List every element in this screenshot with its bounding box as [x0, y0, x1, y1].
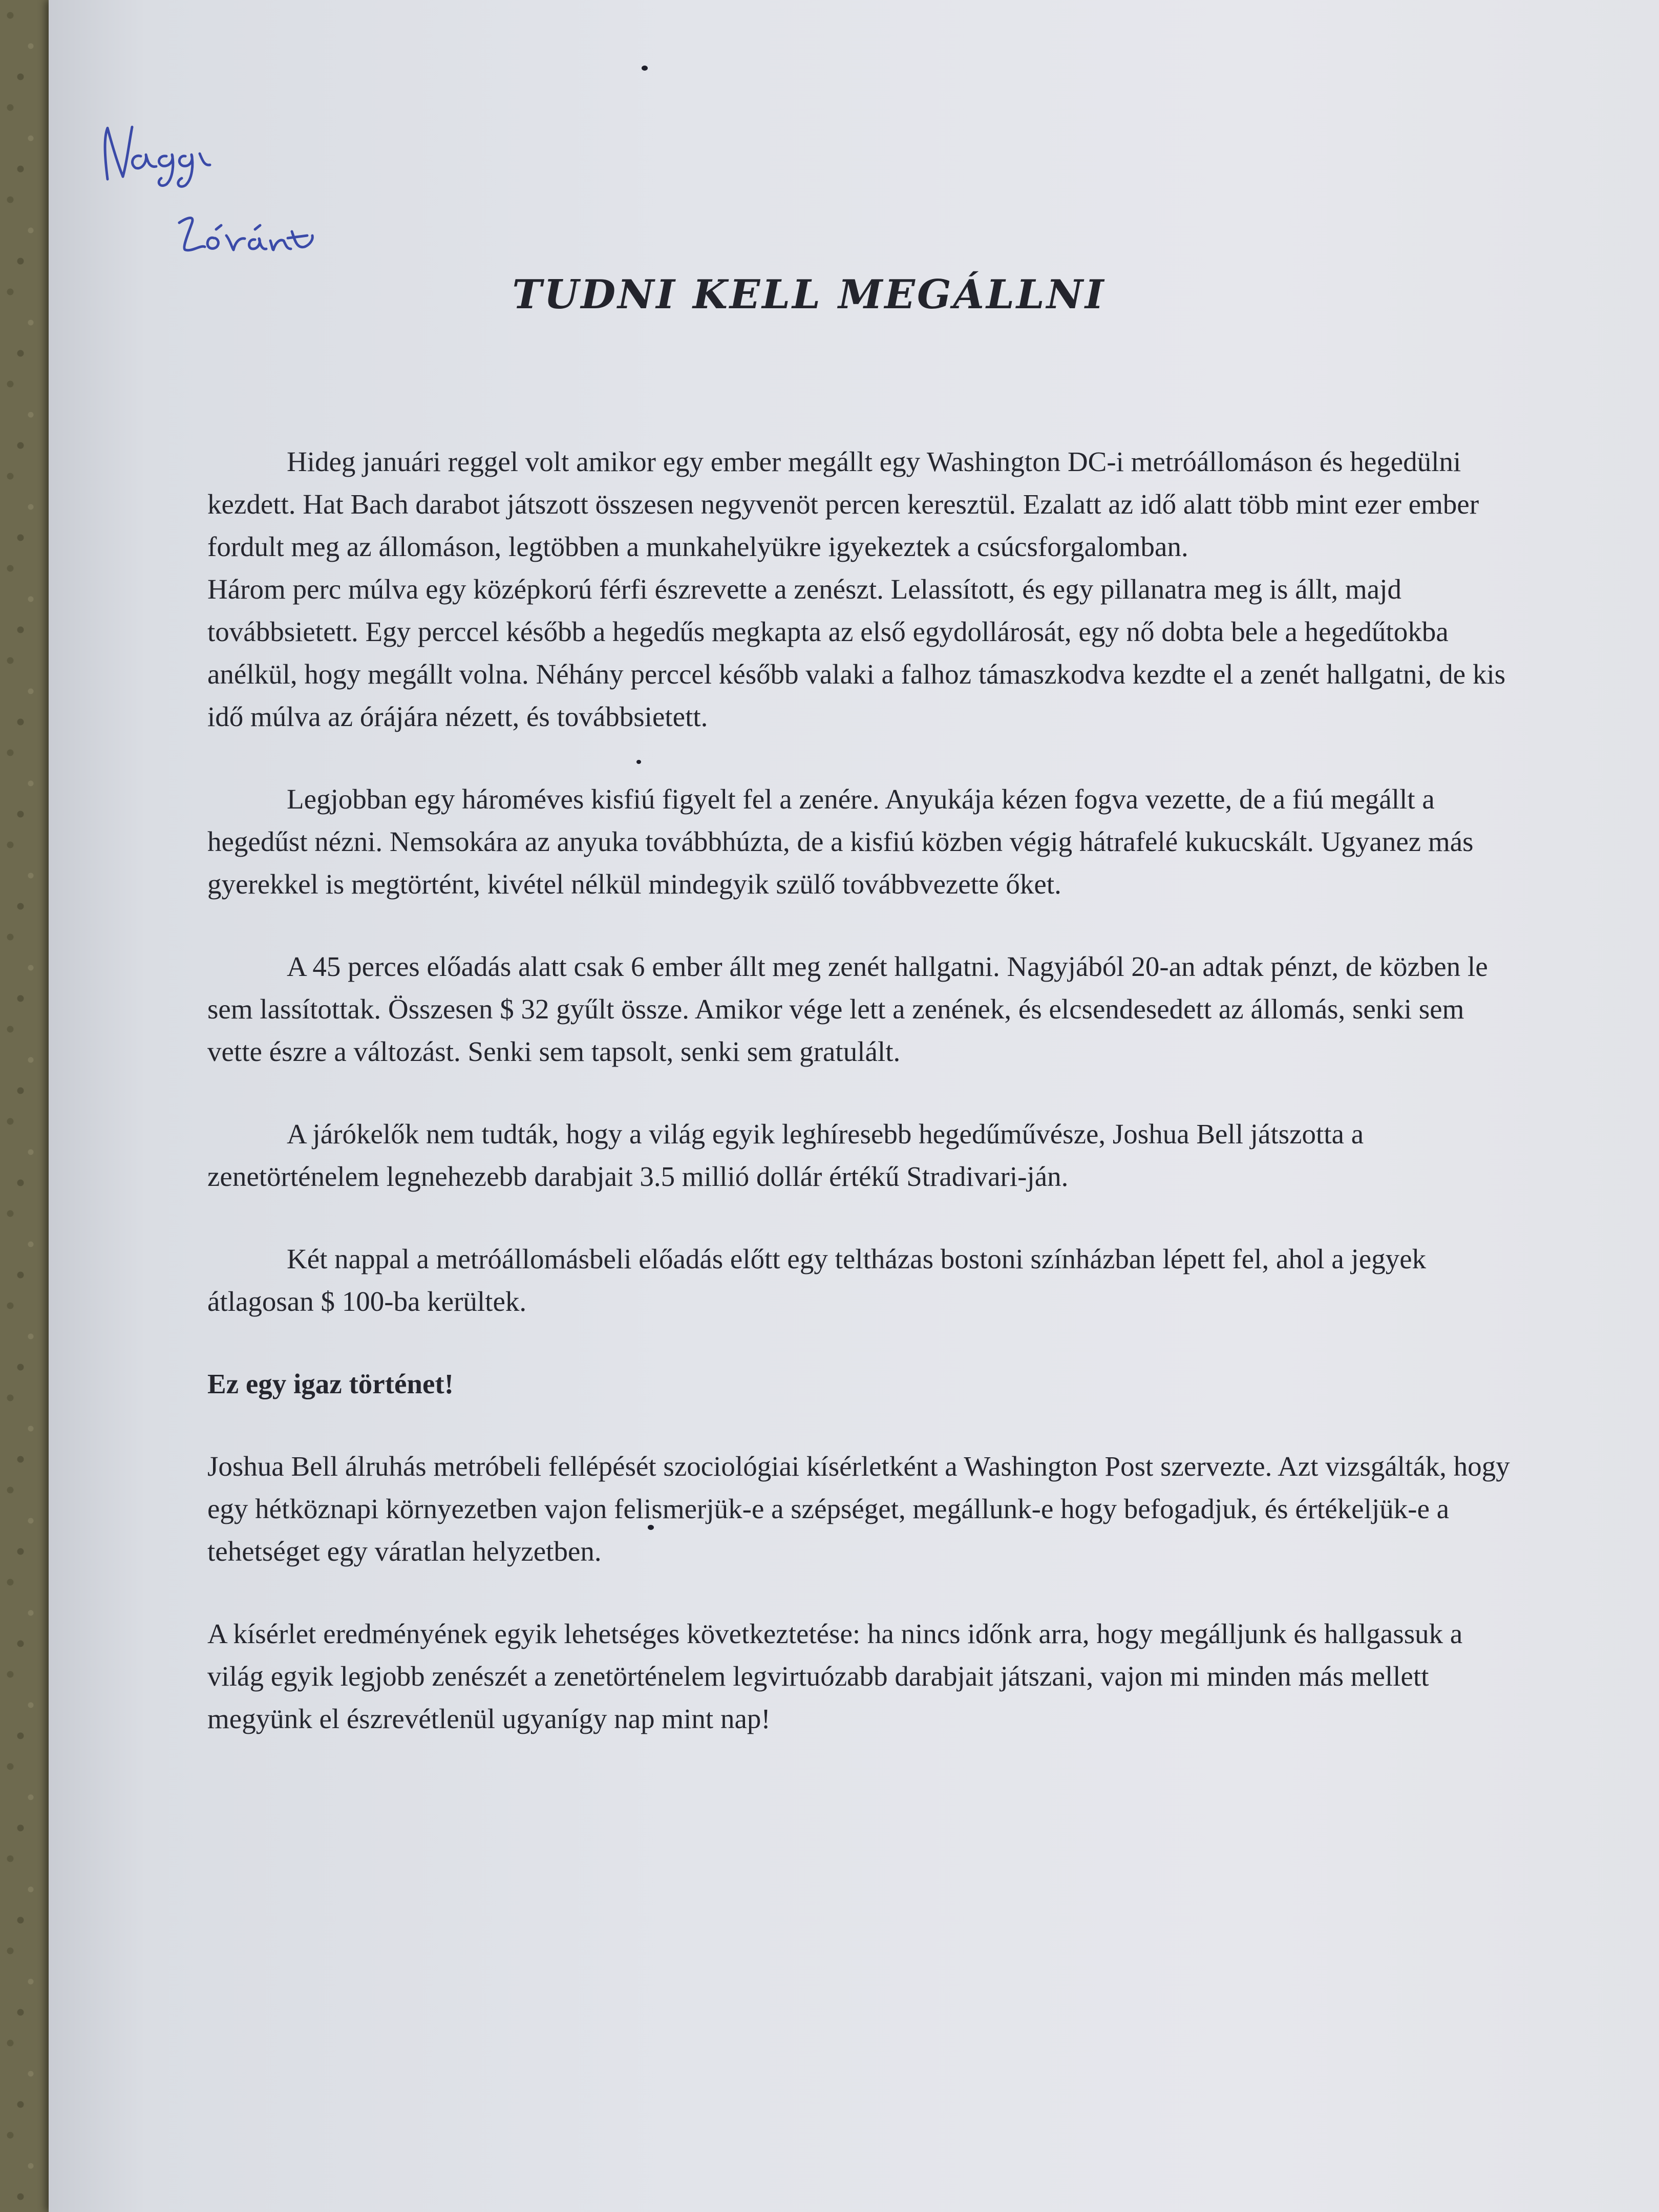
paragraph: A kísérlet eredményének egyik lehetséges következtetése: ha nincs időnk arra, hogy megálljunk és hallgassuk a világ egyik legjobb zenészét a zenetörténelem legvirtuózabb darabjait játszani, vajon mi minden más mellett megyünk el észrevétlenül ugyanígy nap mint nap! — [207, 1618, 1463, 1734]
paragraph: Két nappal a metróállomásbeli előadás előtt egy teltházas bostoni színházban lépett fel, ahol a jegyek átlagosan $ 100-ba kerültek. — [207, 1243, 1427, 1317]
paragraph: A 45 perces előadás alatt csak 6 ember állt meg zenét hallgatni. Nagyjából 20-an adtak pénzt, de közben le sem lassítottak. Összesen $ 32 gyűlt össze. Amikor vége lett a zenének, és elcsendesedett az állomás, senki sem vette észre a változást. Senki sem tapsolt, senki sem gratulált. — [207, 951, 1488, 1067]
document-body — [207, 440, 1518, 1740]
document-title: TUDNI KELL MEGÁLLNI — [512, 271, 1106, 318]
emphasis-heading: Ez egy igaz történet! — [207, 1368, 454, 1399]
paragraph: Hideg januári reggel volt amikor egy ember megállt egy Washington DC-i metróállomáson és hegedülni kezdett. Hat Bach darabot játszott összesen negyvenöt percen keresztül. Ezalatt az idő alatt több mint ezer ember fordult meg az állomáson, legtöbben a munkahelyükre igyekeztek a csúcsforgalomban. — [207, 446, 1479, 562]
paragraph: Joshua Bell álruhás metróbeli fellépését szociológiai kísérletként a Washington Post szervezte. Azt vizsgálták, hogy egy hétköznapi környezetben vajon felismerjük-e a szépséget, megállunk-e hogy befogadjuk, és értékeljük-e a tehetséget egy váratlan helyzetben. — [207, 1451, 1510, 1567]
handwritten-signature — [51, 113, 384, 287]
ink-speck — [642, 66, 648, 71]
paragraph: Három perc múlva egy középkorú férfi észrevette a zenészt. Lelassított, és egy pillanatra meg is állt, majd továbbsietett. Egy perccel később a hegedűs megkapta az első egydollárosát, egy nő dobta bele a hegedűtokba anélkül, hogy megállt volna. Néhány perccel később valaki a falhoz támaszkodva kezdte el a zenét hallgatni, de kis idő múlva az órájára nézett, és továbbsietett. — [207, 573, 1506, 732]
paragraph: Legjobban egy hároméves kisfiú figyelt fel a zenére. Anyukája kézen fogva vezette, de a fiú megállt a hegedűst nézni. Nemsokára az anyuka továbbhúzta, de a kisfiú közben végig hátrafelé kukucskált. Ugyanez más gyerekkel is megtörtént, kivétel nélkül mindegyik szülő továbbvezette őket. — [207, 783, 1474, 900]
paragraph: A járókelők nem tudták, hogy a világ egyik leghíresebb hegedűművésze, Joshua Bell játszotta a zenetörténelem legnehezebb darabjait 3.5 millió dollár értékű Stradivari-ján. — [207, 1118, 1364, 1192]
